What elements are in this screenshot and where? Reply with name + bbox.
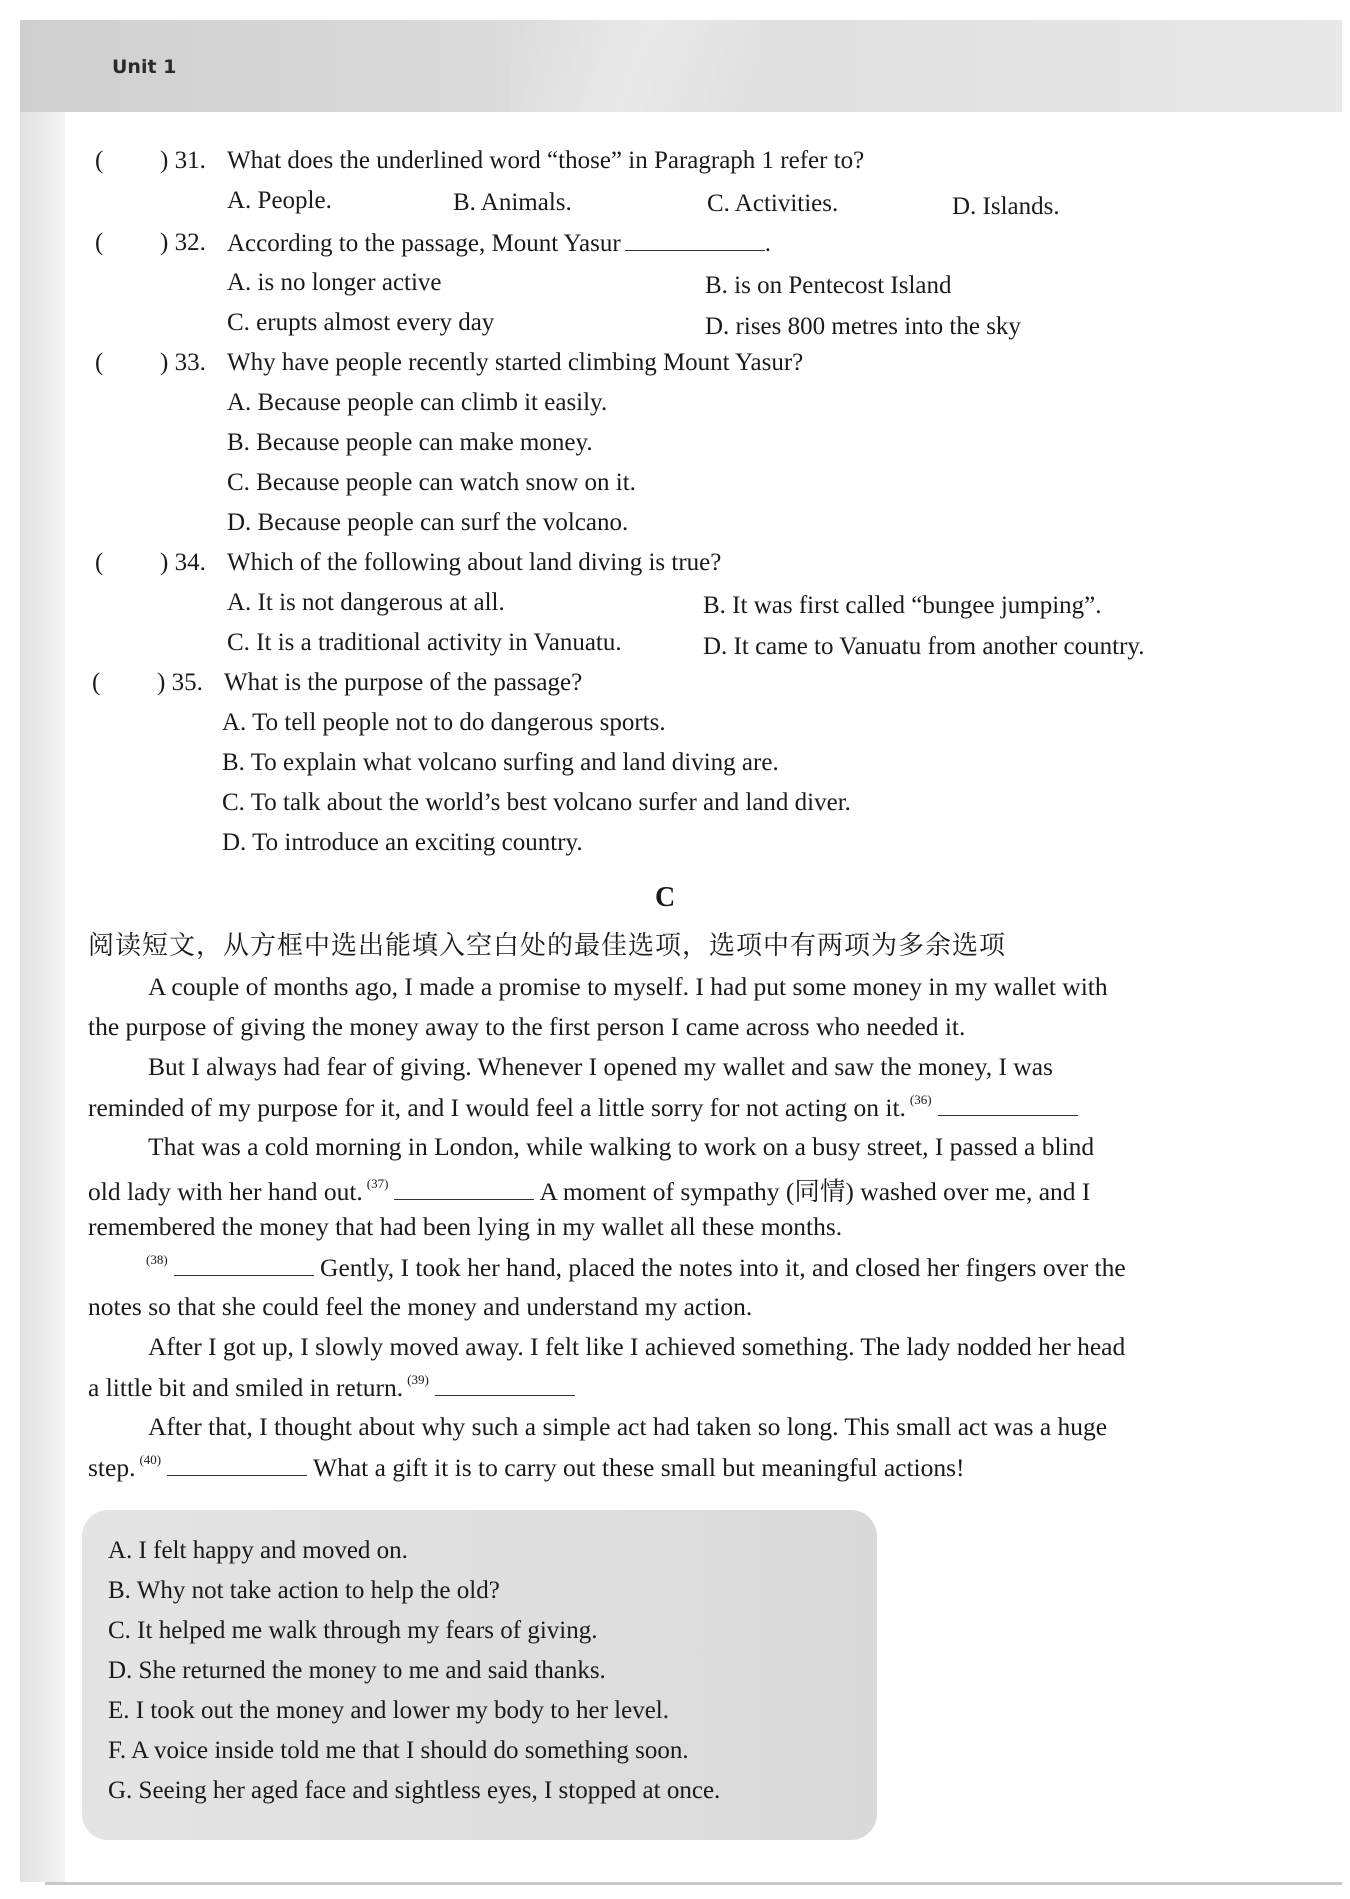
passage-line: But I always had fear of giving. Whenever I opened my wallet and saw the money, I was [148, 1052, 1053, 1081]
option-c: C. It is a traditional activity in Vanuatu. [227, 629, 622, 656]
question-number: ) 33. [160, 349, 206, 376]
blank-40[interactable] [167, 1454, 307, 1476]
answer-blank[interactable] [625, 229, 765, 251]
option-b: B. is on Pentecost Island [705, 272, 952, 299]
option-d: D. Islands. [952, 193, 1060, 220]
question-stem: Why have people recently started climbing Mount Yasur? [227, 349, 804, 376]
question-number: ) 35. [157, 669, 203, 696]
passage-line: A couple of months ago, I made a promise to myself. I had put some money in my wallet with [148, 972, 1108, 1001]
answer-paren: ( [92, 669, 101, 696]
option-b: B. It was first called “bungee jumping”. [703, 592, 1102, 619]
passage-line: notes so that she could feel the money and understand my action. [88, 1292, 753, 1321]
passage-line: After I got up, I slowly moved away. I felt like I achieved something. The lady nodded her head [148, 1332, 1126, 1361]
option-d: D. Because people can surf the volcano. [227, 509, 629, 536]
blank-38[interactable] [174, 1254, 314, 1276]
box-option-e: E. I took out the money and lower my body to her level. [108, 1697, 669, 1724]
section-letter: C [655, 882, 676, 913]
passage-line: $^{(38)}$ Gently, I took her hand, placed the notes into it, and closed her fingers over the [146, 1252, 1126, 1282]
unit-label: Unit 1 [112, 56, 177, 78]
blank-number-36: (36) [909, 1092, 932, 1107]
blank-39[interactable] [435, 1374, 575, 1396]
blank-number-37: (37) [366, 1176, 389, 1191]
box-option-d: D. She returned the money to me and said thanks. [108, 1657, 606, 1684]
question-stem: Which of the following about land diving is true? [227, 549, 722, 576]
question-number: ) 34. [160, 549, 206, 576]
blank-number-39: (39) [407, 1372, 429, 1387]
passage-line: remembered the money that had been lying in my wallet all these months. [88, 1212, 843, 1241]
passage-line: the purpose of giving the money away to the first person I came across who needed it. [88, 1012, 966, 1041]
question-stem: According to the passage, Mount Yasur . [227, 230, 771, 257]
blank-37[interactable] [394, 1178, 534, 1200]
option-b: B. Animals. [453, 189, 572, 216]
passage-line: That was a cold morning in London, while walking to work on a busy street, I passed a blind [148, 1132, 1095, 1161]
option-c: C. Activities. [707, 190, 839, 217]
section-instruction: 阅读短文，从方框中选出能填入空白处的最佳选项，选项中有两项为多余选项 [88, 931, 1007, 960]
option-d: D. It came to Vanuatu from another country. [703, 633, 1145, 660]
option-c: C. Because people can watch snow on it. [227, 469, 636, 496]
answer-paren: ( [95, 229, 104, 256]
answer-paren: ( [95, 349, 104, 376]
option-d: D. To introduce an exciting country. [222, 829, 583, 856]
passage-line: old lady with her hand out. $^{(37)}$ A moment of sympathy (同情) washed over me, and I [88, 1176, 1091, 1206]
option-a: A. Because people can climb it easily. [227, 389, 608, 416]
box-option-c: C. It helped me walk through my fears of giving. [108, 1617, 598, 1644]
answer-paren: ( [95, 147, 104, 174]
option-a: A. is no longer active [227, 269, 442, 296]
question-number: ) 31. [160, 147, 206, 174]
option-b: B. To explain what volcano surfing and land diving are. [222, 749, 779, 776]
option-a: A. It is not dangerous at all. [227, 589, 505, 616]
question-number: ) 32. [160, 229, 206, 256]
box-option-b: B. Why not take action to help the old? [108, 1577, 500, 1604]
blank-number-38: (38) [146, 1252, 168, 1267]
option-a: A. To tell people not to do dangerous sports. [222, 709, 666, 736]
option-a: A. People. [227, 187, 332, 214]
option-c: C. erupts almost every day [227, 309, 495, 336]
answer-paren: ( [95, 549, 104, 576]
passage-line: a little bit and smiled in return. $^{(39)}$ [88, 1372, 575, 1403]
passage-line: After that, I thought about why such a simple act had taken so long. This small act was a huge [148, 1412, 1108, 1441]
option-b: B. Because people can make money. [227, 429, 593, 456]
box-option-f: F. A voice inside told me that I should do something soon. [108, 1737, 689, 1764]
question-stem: What is the purpose of the passage? [224, 669, 583, 696]
box-option-g: G. Seeing her aged face and sightless eyes, I stopped at once. [108, 1777, 721, 1804]
option-d: D. rises 800 metres into the sky [705, 313, 1021, 340]
passage-line: step. $^{(40)}$ What a gift it is to carry out these small but meaningful actions! [88, 1452, 965, 1482]
option-c: C. To talk about the world’s best volcano surfer and land diver. [222, 789, 851, 816]
box-option-a: A. I felt happy and moved on. [108, 1537, 408, 1564]
blank-number-40: (40) [139, 1452, 162, 1467]
question-stem: What does the underlined word “those” in Paragraph 1 refer to? [227, 147, 865, 174]
blank-36[interactable] [938, 1094, 1078, 1116]
passage-line: reminded of my purpose for it, and I would feel a little sorry for not acting on it. $^{(36)}$ [88, 1092, 1078, 1123]
